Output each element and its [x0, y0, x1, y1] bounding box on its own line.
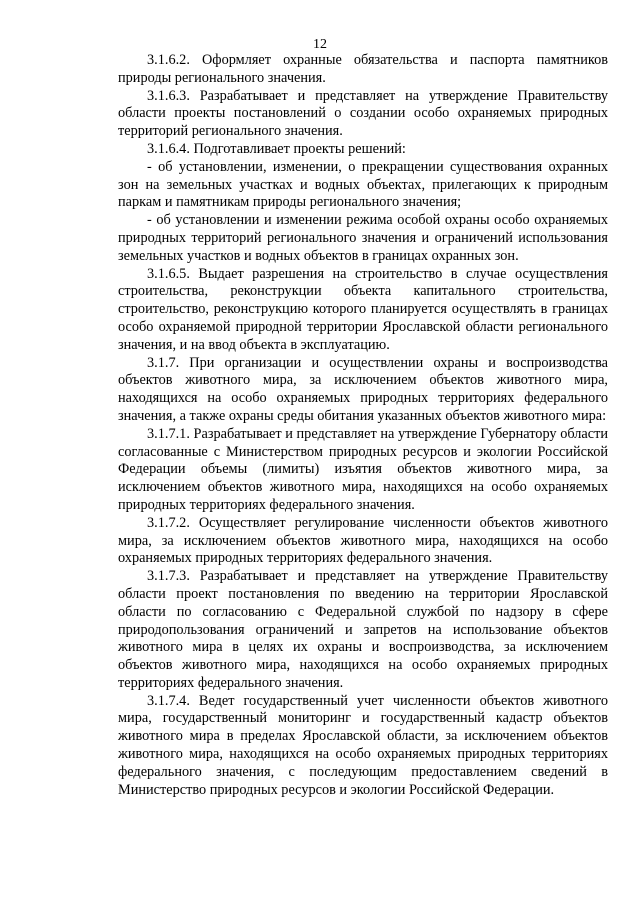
paragraph-3-1-7-1: 3.1.7.1. Разрабатывает и представляет на утверждение Губернатору области согласованные с Министерством природных ресурсов и экологии Российской Федерации объемы (лимиты) изъятия объектов животного мира, за исключением объектов животного мира, находящихся на особо охраняемых природных территориях федерального значения. — [118, 425, 608, 513]
paragraph-3-1-7-3: 3.1.7.3. Разрабатывает и представляет на утверждение Правительству области проект постановления по введению на территории Ярославской области по согласованию с Федеральной службой по надзору в сфере природопользования ограничений и запретов на использование объектов животного мира в целях их охраны и воспроизводства, за исключением объектов животного мира, находящихся на особо охраняемых природных территориях федерального значения. — [118, 568, 608, 691]
paragraph-3-1-6-4: 3.1.6.4. Подготавливает проекты решений: — [147, 140, 406, 157]
paragraph-3-1-7: 3.1.7. При организации и осуществлении охраны и воспроизводства объектов животного мира, за исключением объектов животного мира, находящихся на особо охраняемых природных территориях федерального значения, а также охраны среды обитания указанных объектов животного мира: — [118, 354, 608, 424]
paragraph-3-1-6-5: 3.1.6.5. Выдает разрешения на строительство в случае осуществления строительства, реконструкции объекта капитального строительства, строительство, реконструкцию которого планируется осуществлять в границах особо охраняемой природной территории Ярославской области регионального значения, и на ввод объекта в эксплуатацию. — [118, 265, 608, 353]
document-body — [118, 52, 608, 799]
page-number: 12 — [313, 37, 327, 52]
list-item-protection-zones: - об установлении, изменении, о прекращении существования охранных зон на земельных участках и водных объектах, прилегающих к природным паркам и памятникам природы регионального значения; — [118, 158, 608, 211]
paragraph-3-1-7-2: 3.1.7.2. Осуществляет регулирование численности объектов животного мира, за исключением объектов животного мира, находящихся на особо охраняемых природных территориях федерального значения. — [118, 514, 608, 567]
paragraph-3-1-7-4: 3.1.7.4. Ведет государственный учет численности объектов животного мира, государственный мониторинг и государственный кадастр объектов животного мира в пределах Ярославской области, за исключением объектов животного мира, находящихся на особо охраняемых природных территориях федерального значения, с последующим предоставлением сведений в Министерство природных ресурсов и экологии Российской Федерации. — [118, 692, 608, 798]
list-item-protection-regime: - об установлении и изменении режима особой охраны особо охраняемых природных территорий регионального значения и ограничений использования земельных участков и водных объектов в границах охранных зон. — [118, 212, 608, 264]
paragraph-3-1-6-3: 3.1.6.3. Разрабатывает и представляет на утверждение Правительству области проекты постановлений о создании особо охраняемых природных территорий регионального значения. — [118, 87, 608, 140]
paragraph-3-1-6-2: 3.1.6.2. Оформляет охранные обязательства и паспорта памятников природы регионального значения. — [118, 52, 608, 86]
